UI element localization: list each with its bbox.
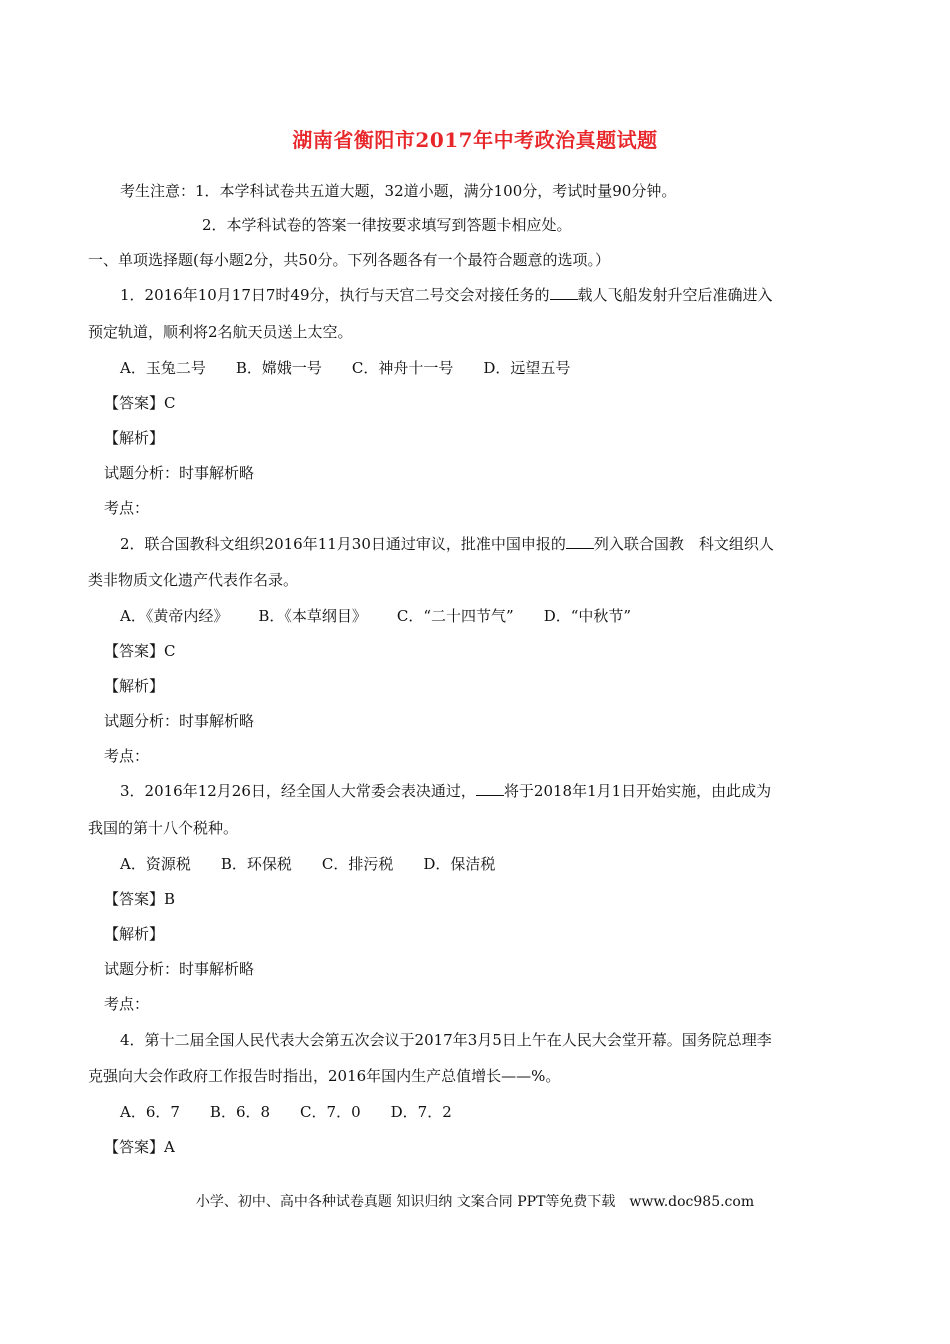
option-a: A．资源税 [120,855,191,873]
question-2-options [120,606,661,626]
question-1-answer: 【答案】C [104,394,176,412]
section-heading: 一、单项选择题(每小题2分，共50分。下列各题各有一个最符合题意的选项。） [88,251,610,269]
question-1-options [120,358,600,378]
question-1-kaodian: 考点： [104,499,150,517]
question-2-kaodian: 考点： [104,747,150,765]
question-3-analysis-text: 试题分析：时事解析略 [104,960,255,978]
option-c: C．神舟十一号 [351,359,454,377]
option-a: A．玉兔二号 [120,359,206,377]
answer-blank [476,781,504,796]
answer-blank [550,285,578,300]
page-title: 湖南省衡阳市2017年中考政治真题试题 [292,128,658,152]
question-4-stem: 4．第十二届全国人民代表大会第五次会议于2017年3月5日上午在人民大会堂开幕。国务院总理李 [120,1031,772,1049]
option-d: D．7．2 [390,1103,452,1121]
notice-line-1: 考生注意：1．本学科试卷共五道大题，32道小题，满分100分，考试时量90分钟。 [120,182,677,200]
option-b: B．嫦娥一号 [235,359,322,377]
page-footer: 小学、初中、高中各种试卷真题 知识归纳 文案合同 PPT等免费下载 www.doc985.com [195,1194,755,1210]
option-b: B．《本草纲目》 [258,607,367,625]
question-1-analysis-label: 【解析】 [104,429,165,447]
option-c: C．排污税 [321,855,394,873]
question-3-options [120,854,525,874]
option-c: C．7．0 [300,1103,361,1121]
question-2-analysis-label: 【解析】 [104,677,165,695]
question-2-answer: 【答案】C [104,642,176,660]
question-4-options [120,1102,482,1122]
question-3-analysis-label: 【解析】 [104,925,165,943]
option-b: B．环保税 [220,855,292,873]
question-1-analysis-text: 试题分析：时事解析略 [104,464,255,482]
question-1-stem-cont: 预定轨道，顺利将2名航天员送上太空。 [88,323,353,341]
option-d: D．“中秋节” [543,607,632,625]
question-2-analysis-text: 试题分析：时事解析略 [104,712,255,730]
question-2-stem-cont: 类非物质文化遗产代表作名录。 [88,571,299,589]
question-3-answer: 【答案】B [104,890,176,908]
question-4-answer: 【答案】A [104,1138,175,1156]
question-3-stem-cont: 我国的第十八个税种。 [88,819,239,837]
answer-blank [566,534,594,549]
question-4-stem-cont: 克强向大会作政府工作报告时指出，2016年国内生产总值增长——%。 [88,1067,561,1085]
question-2-stem: 2．联合国教科文组织2016年11月30日通过审议，批准中国申报的 列入联合国教 科文组织人 [120,535,774,553]
notice-line-2: 2．本学科试卷的答案一律按要求填写到答题卡相应处。 [202,216,572,234]
question-3-stem: 3．2016年12月26日，经全国人大常委会表决通过， 将于2018年1月1日开始实施，由此成为 [120,782,772,800]
option-c: C．“二十四节气” [396,607,514,625]
question-1-stem: 1．2016年10月17日7时49分，执行与天宫二号交会对接任务的 载人飞船发射升空后准确进入 [120,286,773,304]
option-b: B．6．8 [209,1103,271,1121]
option-d: D．远望五号 [483,359,571,377]
option-d: D．保洁税 [423,855,496,873]
option-a: A．6．7 [120,1103,180,1121]
question-3-kaodian: 考点： [104,995,150,1013]
option-a: A．《黄帝内经》 [120,607,229,625]
